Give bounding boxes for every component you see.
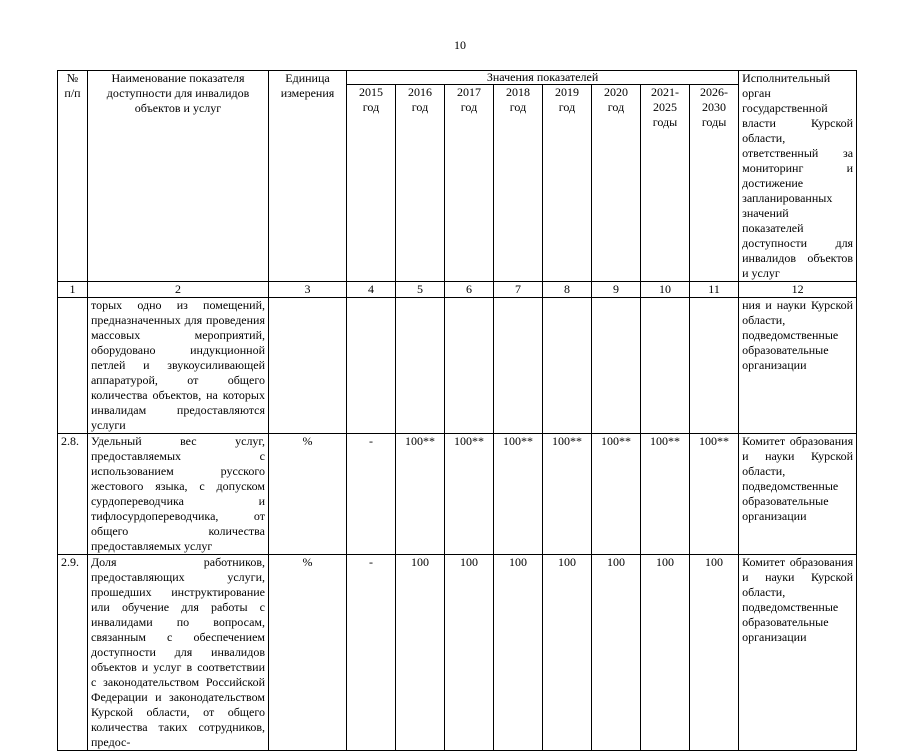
- column-number: 5: [396, 282, 445, 298]
- indicators-table: [57, 70, 857, 751]
- year-header-2015: 2015 год: [347, 85, 396, 282]
- row-name: торых одно из помещений, предназначенных для проведения массовых мероприятий, оборудовано индукционной петлей и звукоусиливающей аппаратурой, от общего количества объектов, на которых инвалидам предоставляются услуги: [88, 298, 269, 434]
- column-number: 8: [543, 282, 592, 298]
- row-value: [641, 298, 690, 434]
- row-value: [690, 298, 739, 434]
- header-name: Наименование показателя доступности для инвалидов объектов и услуг: [88, 71, 269, 282]
- row-value: 100: [396, 555, 445, 751]
- year-header-2016: 2016 год: [396, 85, 445, 282]
- column-number: 1: [58, 282, 88, 298]
- row-value: [543, 298, 592, 434]
- header-values: Значения показателей: [347, 71, 739, 85]
- row-value: 100: [543, 555, 592, 751]
- row-value: 100: [690, 555, 739, 751]
- column-number: 3: [269, 282, 347, 298]
- row-org: ния и науки Курской области, подведомственные образовательные организации: [739, 298, 857, 434]
- header-org: Исполнительный орган государственной власти Курской области, ответственный за мониторинг и достижение запланированных значений показателей доступности для инвалидов объектов и услуг: [739, 71, 857, 282]
- column-number: 7: [494, 282, 543, 298]
- row-value: 100: [641, 555, 690, 751]
- header-row-1: [58, 71, 857, 85]
- column-number: 11: [690, 282, 739, 298]
- column-number: 2: [88, 282, 269, 298]
- column-numbers-row: [58, 282, 857, 298]
- row-value: 100**: [690, 434, 739, 555]
- row-name: Доля работников, предоставляющих услуги, прошедших инструктирование или обучение для работы с инвалидами по вопросам, связанным с обеспечением доступности для инвалидов объектов и услуг в соответствии с законодательством Российской Федерации и законодательством Курской области, от общего количества таких сотрудников, предос-: [88, 555, 269, 751]
- year-header-2026-2030: 2026- 2030 годы: [690, 85, 739, 282]
- year-header-2017: 2017 год: [445, 85, 494, 282]
- row-value: 100**: [641, 434, 690, 555]
- column-number: 9: [592, 282, 641, 298]
- row-name: Удельный вес услуг, предоставляемых с использованием русского жестового языка, с допуском сурдопереводчика и тифлосурдопереводчика, от общего количества предоставляемых услуг: [88, 434, 269, 555]
- header-num: № п/п: [58, 71, 88, 282]
- page-number: 10: [454, 38, 466, 52]
- row-value: 100: [445, 555, 494, 751]
- row-num: 2.9.: [58, 555, 88, 751]
- row-value: [494, 298, 543, 434]
- row-value: -: [347, 434, 396, 555]
- header-unit: Единица измерения: [269, 71, 347, 282]
- row-unit: [269, 298, 347, 434]
- row-value: 100**: [543, 434, 592, 555]
- row-value: [347, 298, 396, 434]
- table-row: [58, 434, 857, 555]
- table-row: [58, 298, 857, 434]
- row-value: [396, 298, 445, 434]
- row-value: 100: [494, 555, 543, 751]
- row-org: Комитет образования и науки Курской области, подведомственные образовательные организации: [739, 555, 857, 751]
- row-value: 100**: [494, 434, 543, 555]
- column-number: 4: [347, 282, 396, 298]
- row-value: 100**: [445, 434, 494, 555]
- row-value: -: [347, 555, 396, 751]
- row-value: [592, 298, 641, 434]
- row-value: [445, 298, 494, 434]
- column-number: 6: [445, 282, 494, 298]
- year-header-2020: 2020 год: [592, 85, 641, 282]
- year-header-2018: 2018 год: [494, 85, 543, 282]
- year-header-2021-2025: 2021- 2025 годы: [641, 85, 690, 282]
- row-unit: %: [269, 555, 347, 751]
- row-unit: %: [269, 434, 347, 555]
- year-header-2019: 2019 год: [543, 85, 592, 282]
- table-row: [58, 555, 857, 751]
- row-org: Комитет образования и науки Курской области, подведомственные образовательные организации: [739, 434, 857, 555]
- row-value: 100**: [592, 434, 641, 555]
- row-value: 100: [592, 555, 641, 751]
- row-num: [58, 298, 88, 434]
- column-number: 12: [739, 282, 857, 298]
- row-num: 2.8.: [58, 434, 88, 555]
- column-number: 10: [641, 282, 690, 298]
- row-value: 100**: [396, 434, 445, 555]
